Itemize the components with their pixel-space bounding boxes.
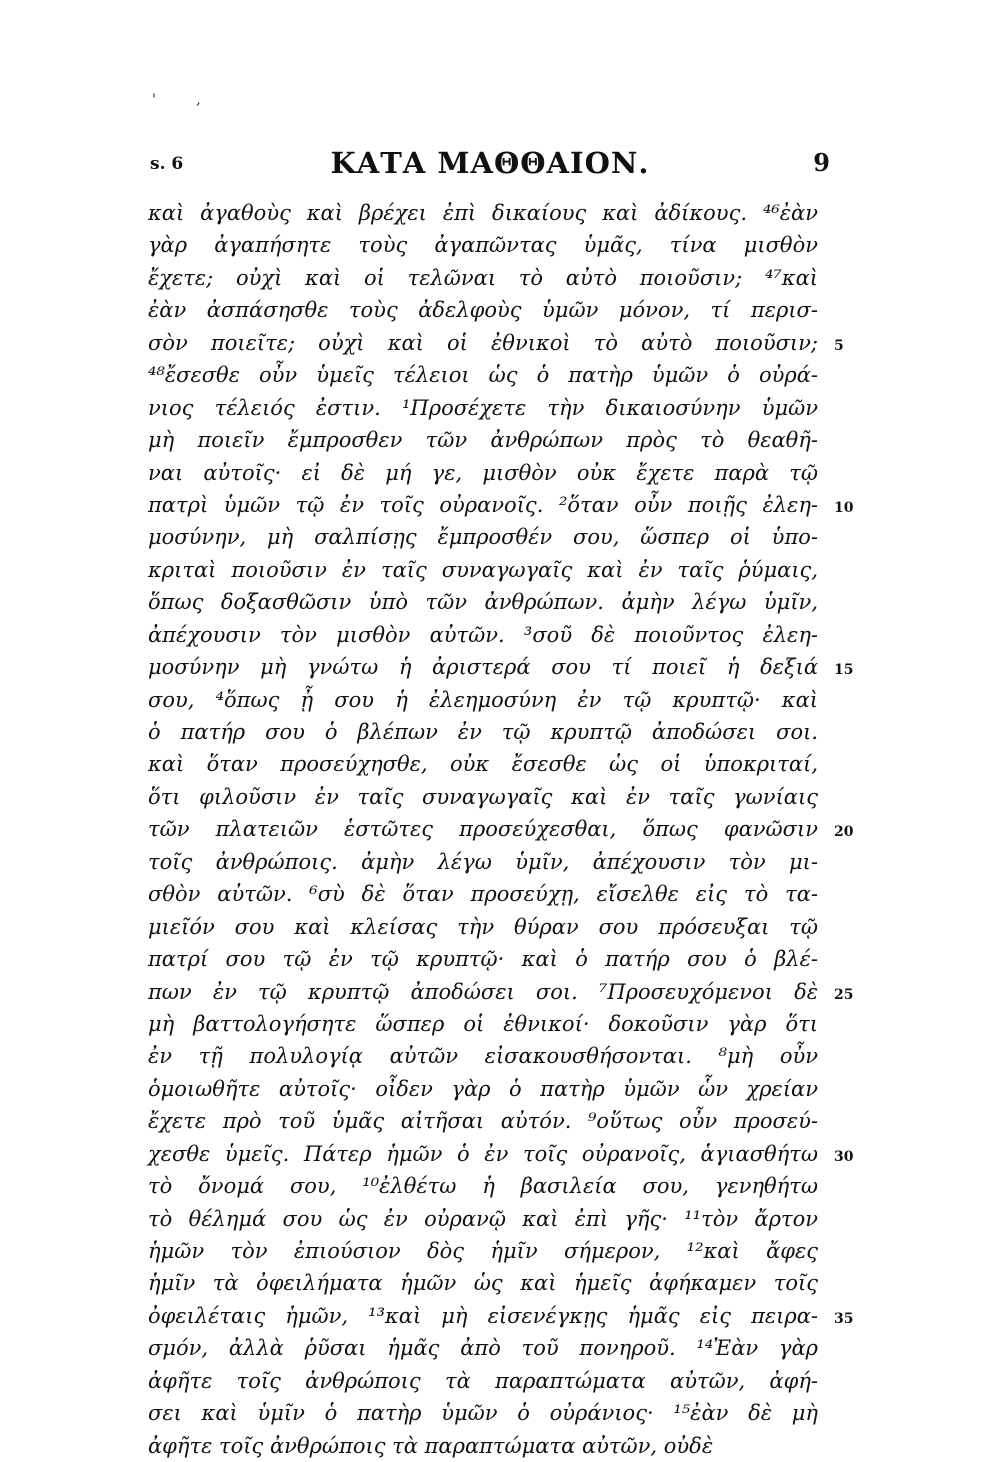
text-line — [148, 229, 838, 261]
line-text: ἀφῆτε τοῖς ἀνθρώποις τὰ παραπτώματα αὐτῶν, οὐδὲ — [148, 1433, 714, 1458]
line-text: χεσθε ὑμεῖς. Πάτερ ἡμῶν ὁ ἐν τοῖς οὐρανοῖς, ἁγιασθήτω — [148, 1141, 818, 1166]
line-text: μὴ ποιεῖν ἔμπροσθεν τῶν ἀνθρώπων πρὸς τὸ θεαθῆ- — [148, 428, 818, 453]
text-line — [148, 1430, 838, 1462]
text-line — [148, 684, 838, 716]
line-text: ἡμῶν τὸν ἐπιούσιον δὸς ἡμῖν σήμερον, ¹²καὶ ἄφες — [148, 1239, 818, 1263]
line-text: σου, ⁴ὅπως ᾖ σου ἡ ἐλεημοσύνη ἐν τῷ κρυπτῷ· καὶ — [148, 687, 818, 712]
text-line — [148, 943, 838, 975]
margin-line-number: 25 — [834, 986, 854, 1003]
line-text: τῶν πλατειῶν ἑστῶτες προσεύχεσθαι, ὅπως φανῶσιν — [148, 817, 818, 842]
page-title: ΚΑΤΑ ΜΑΘΘΑΙΟΝ. — [330, 146, 650, 180]
line-text: ὀφειλέταις ἡμῶν, ¹³καὶ μὴ εἰσενέγκῃς ἡμᾶς εἰς πειρα- — [148, 1303, 818, 1328]
margin-line-number: 10 — [834, 499, 854, 516]
line-text: μὴ βαττολογήσητε ὥσπερ οἱ ἐθνικοί· δοκοῦσιν γὰρ ὅτι — [148, 1011, 818, 1036]
line-text: πων ἐν τῷ κρυπτῷ ἀποδώσει σοι. ⁷Προσευχόμενοι δὲ — [148, 979, 818, 1004]
text-line — [148, 878, 838, 910]
text-line — [148, 489, 854, 521]
text-line — [148, 359, 838, 391]
margin-line-number: 5 — [834, 337, 844, 354]
text-line — [148, 1040, 838, 1072]
text-line — [148, 1138, 854, 1170]
line-text: σὸν ποιεῖτε; οὐχὶ καὶ οἱ ἐθνικοὶ τὸ αὐτὸ ποιοῦσιν; — [148, 330, 818, 355]
text-line — [148, 1203, 838, 1235]
line-text: ὅπως δοξασθῶσιν ὑπὸ τῶν ἀνθρώπων. ἀμὴν λέγω ὑμῖν, — [148, 590, 818, 615]
line-text: ἐν τῇ πολυλογίᾳ αὐτῶν εἰσακουσθήσονται. ⁸μὴ οὖν — [148, 1044, 818, 1069]
line-text: ὅτι φιλοῦσιν ἐν ταῖς συναγωγαῖς καὶ ἐν ταῖς γωνίαις — [148, 784, 818, 809]
text-line — [148, 716, 838, 748]
line-text: σθὸν αὐτῶν. ⁶σὺ δὲ ὅταν προσεύχῃ, εἴσελθε εἰς τὸ τα- — [148, 882, 818, 907]
line-text: ἀφῆτε τοῖς ἀνθρώποις τὰ παραπτώματα αὐτῶν, ἀφή- — [148, 1368, 818, 1393]
line-text: ⁴⁸ἔσεσθε οὖν ὑμεῖς τέλειοι ὡς ὁ πατὴρ ὑμῶν ὁ οὐρά- — [148, 363, 818, 388]
line-text: πατρὶ ὑμῶν τῷ ἐν τοῖς οὐρανοῖς. ²ὅταν οὖν ποιῇς ἐλεη- — [148, 492, 818, 517]
line-text: καὶ ὅταν προσεύχησθε, οὐκ ἔσεσθε ὡς οἱ ὑποκριταί, — [148, 752, 818, 777]
text-line — [148, 1365, 838, 1397]
line-text: ὁμοιωθῆτε αὐτοῖς· οἶδεν γὰρ ὁ πατὴρ ὑμῶν ὧν χρείαν — [148, 1076, 818, 1101]
text-line — [148, 619, 838, 651]
line-text: ναι αὐτοῖς· εἰ δὲ μή γε, μισθὸν οὐκ ἔχετε παρὰ τῷ — [148, 460, 818, 485]
line-text: νιος τέλειός ἐστιν. ¹Προσέχετε τὴν δικαιοσύνην ὑμῶν — [148, 395, 818, 420]
line-text: πατρί σου τῷ ἐν τῷ κρυπτῷ· καὶ ὁ πατήρ σου ὁ βλέ- — [148, 947, 818, 972]
line-text: ἀπέχουσιν τὸν μισθὸν αὐτῶν. ³σοῦ δὲ ποιοῦντος ἐλεη- — [148, 622, 818, 647]
text-line — [148, 521, 838, 553]
line-text: σμόν, ἀλλὰ ῥῦσαι ἡμᾶς ἀπὸ τοῦ πονηροῦ. ¹⁴Ἐὰν γὰρ — [148, 1336, 818, 1361]
margin-line-number: 20 — [834, 824, 854, 841]
text-line — [148, 457, 838, 489]
text-line — [148, 748, 838, 780]
text-line — [148, 1105, 838, 1137]
margin-line-number: 30 — [834, 1148, 854, 1165]
text-line — [148, 1073, 838, 1105]
line-text: τοῖς ἀνθρώποις. ἀμὴν λέγω ὑμῖν, ἀπέχουσιν τὸν μι- — [148, 849, 818, 874]
text-line — [148, 651, 854, 683]
line-text: καὶ ἀγαθοὺς καὶ βρέχει ἐπὶ δικαίους καὶ ἀδίκους. ⁴⁶ἐὰν — [148, 201, 818, 225]
text-line — [148, 327, 844, 359]
margin-line-number: 15 — [834, 662, 854, 679]
text-line — [148, 1170, 838, 1202]
line-text: τὸ θέλημά σου ὡς ἐν οὐρανῷ καὶ ἐπὶ γῆς· ¹¹τὸν ἄρτον — [148, 1206, 818, 1231]
line-text: σει καὶ ὑμῖν ὁ πατὴρ ὑμῶν ὁ οὐράνιος· ¹⁵ἐὰν δὲ μὴ — [148, 1401, 818, 1426]
text-line — [148, 781, 838, 813]
text-line — [148, 294, 838, 326]
text-line — [148, 197, 838, 229]
line-text: τὸ ὄνομά σου, ¹⁰ἐλθέτω ἡ βασιλεία σου, γενηθήτω — [148, 1174, 818, 1199]
text-line — [148, 262, 838, 294]
line-text: ὁ πατήρ σου ὁ βλέπων ἐν τῷ κρυπτῷ ἀποδώσει σοι. — [148, 720, 818, 744]
line-text: ἐὰν ἀσπάσησθε τοὺς ἀδελφοὺς ὑμῶν μόνον, τί περισ- — [148, 298, 818, 323]
text-line — [148, 392, 838, 424]
line-text: μοσύνην μὴ γνώτω ἡ ἀριστερά σου τί ποιεῖ ἡ δεξιά — [148, 655, 818, 680]
text-line — [148, 554, 838, 586]
line-text: μοσύνην, μὴ σαλπίσῃς ἔμπροσθέν σου, ὥσπερ οἱ ὑπο- — [148, 525, 818, 550]
text-line — [148, 911, 838, 943]
text-line — [148, 586, 838, 618]
running-head — [150, 146, 830, 186]
line-text: μιεῖόν σου καὶ κλείσας τὴν θύραν σου πρόσευξαι τῷ — [148, 914, 818, 939]
text-line — [148, 1300, 854, 1332]
text-line — [148, 1332, 838, 1364]
text-line — [148, 1235, 838, 1267]
text-line — [148, 1008, 838, 1040]
line-text: ἔχετε πρὸ τοῦ ὑμᾶς αἰτῆσαι αὐτόν. ⁹οὕτως οὖν προσεύ- — [148, 1109, 818, 1134]
line-text: ἡμῖν τὰ ὀφειλήματα ἡμῶν ὡς καὶ ἡμεῖς ἀφήκαμεν τοῖς — [148, 1271, 818, 1296]
line-text: γὰρ ἀγαπήσητε τοὺς ἀγαπῶντας ὑμᾶς, τίνα μισθὸν — [148, 233, 818, 258]
text-line — [148, 1397, 838, 1429]
text-line — [148, 976, 854, 1008]
text-line — [148, 846, 838, 878]
line-text: ἔχετε; οὐχὶ καὶ οἱ τελῶναι τὸ αὐτὸ ποιοῦσιν; ⁴⁷καὶ — [148, 265, 818, 290]
scan-marks: ' , — [152, 92, 219, 108]
text-line — [148, 424, 838, 456]
greek-text-body — [148, 197, 854, 1462]
margin-line-number: 35 — [834, 1310, 854, 1327]
chapter-verse-reference: s. 6 — [150, 154, 184, 174]
page-number: 9 — [813, 148, 830, 177]
text-line — [148, 1267, 838, 1299]
line-text: κριταὶ ποιοῦσιν ἐν ταῖς συναγωγαῖς καὶ ἐν ταῖς ῥύμαις, — [148, 557, 818, 582]
text-line — [148, 813, 854, 845]
